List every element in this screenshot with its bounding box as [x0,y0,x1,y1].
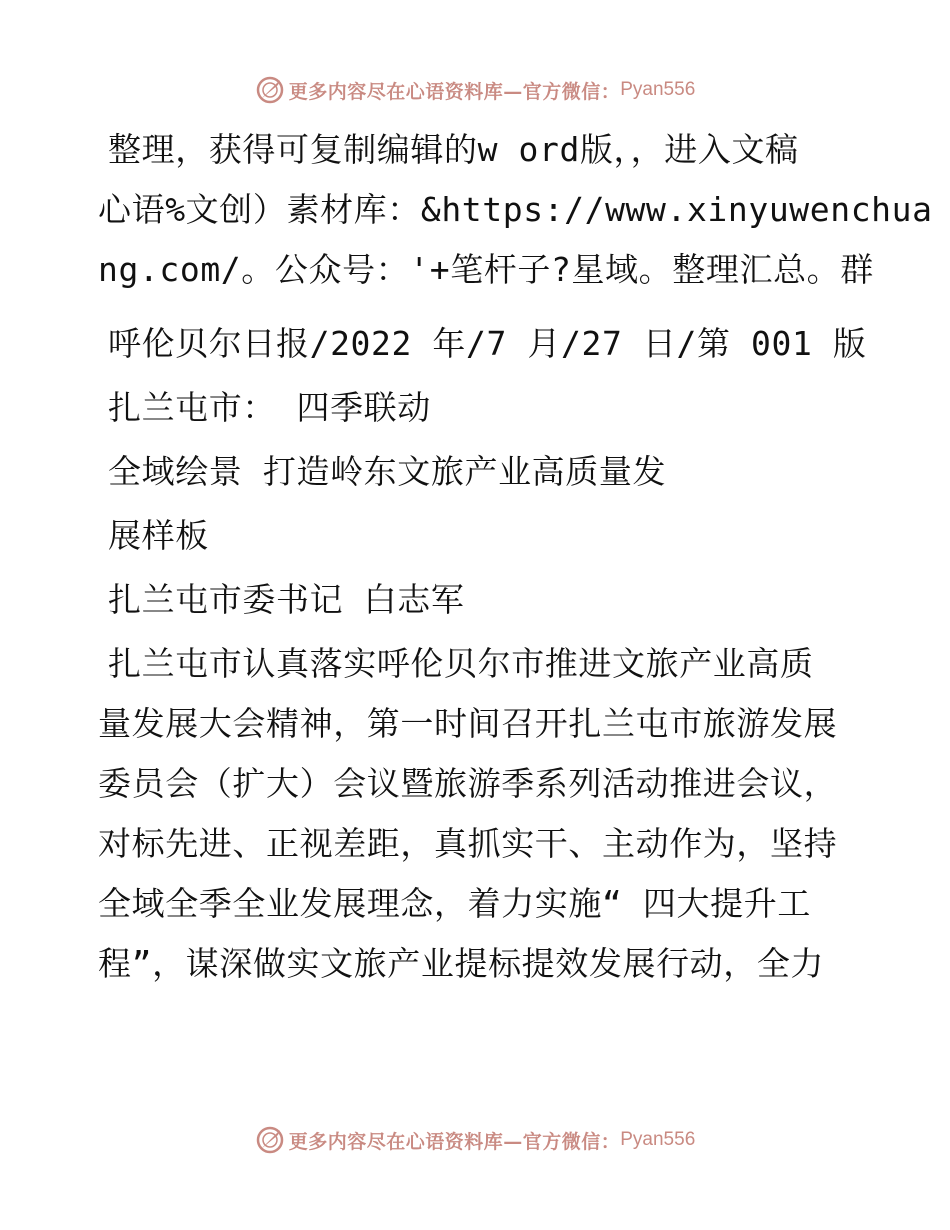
article-title-line: 扎兰屯市： 四季联动 [108,388,431,427]
body-line: 量发展大会精神，第一时间召开扎兰屯市旅游发展 [98,704,838,743]
article-title-line: 全域绘景 打造岭东文旅产业高质量发 [108,452,667,491]
watermark-text: 更多内容尽在心语资料库—官方微信： [288,1130,621,1153]
intro-line: 整理，获得可复制编辑的w ord版，，进入文稿 [108,130,799,169]
body-line: 全域全季全业发展理念，着力实施“ 四大提升工 [98,884,811,923]
source-line: 呼伦贝尔日报/2022 年/7 月/27 日/第 001 版 [108,324,867,363]
watermark-wechat-id: Pyan556 [620,79,696,100]
body-line: 委员会（扩大）会议暨旅游季系列活动推进会议， [98,764,838,803]
body-line: 扎兰屯市认真落实呼伦贝尔市推进文旅产业高质 [108,644,814,683]
body-line: 程”，谋深做实文旅产业提标提效发展行动，全力 [98,944,825,983]
document-body [98,120,933,994]
header-watermark [0,72,950,108]
footer-watermark [0,1122,950,1158]
author-line: 扎兰屯市委书记 白志军 [108,580,465,619]
intro-line: ng.com/。公众号：'+笔杆子?星域。整理汇总。群 [98,250,874,289]
quill-seal-icon [255,75,285,105]
quill-seal-icon [255,1125,285,1155]
body-line: 对标先进、正视差距，真抓实干、主动作为，坚持 [98,824,838,863]
watermark-text: 更多内容尽在心语资料库—官方微信： [288,80,621,103]
intro-line: 心语%文创）素材库：&https://www.xinyuwenchua [98,190,933,229]
article-title-line: 展样板 [108,516,209,555]
watermark-wechat-id: Pyan556 [620,1129,696,1150]
